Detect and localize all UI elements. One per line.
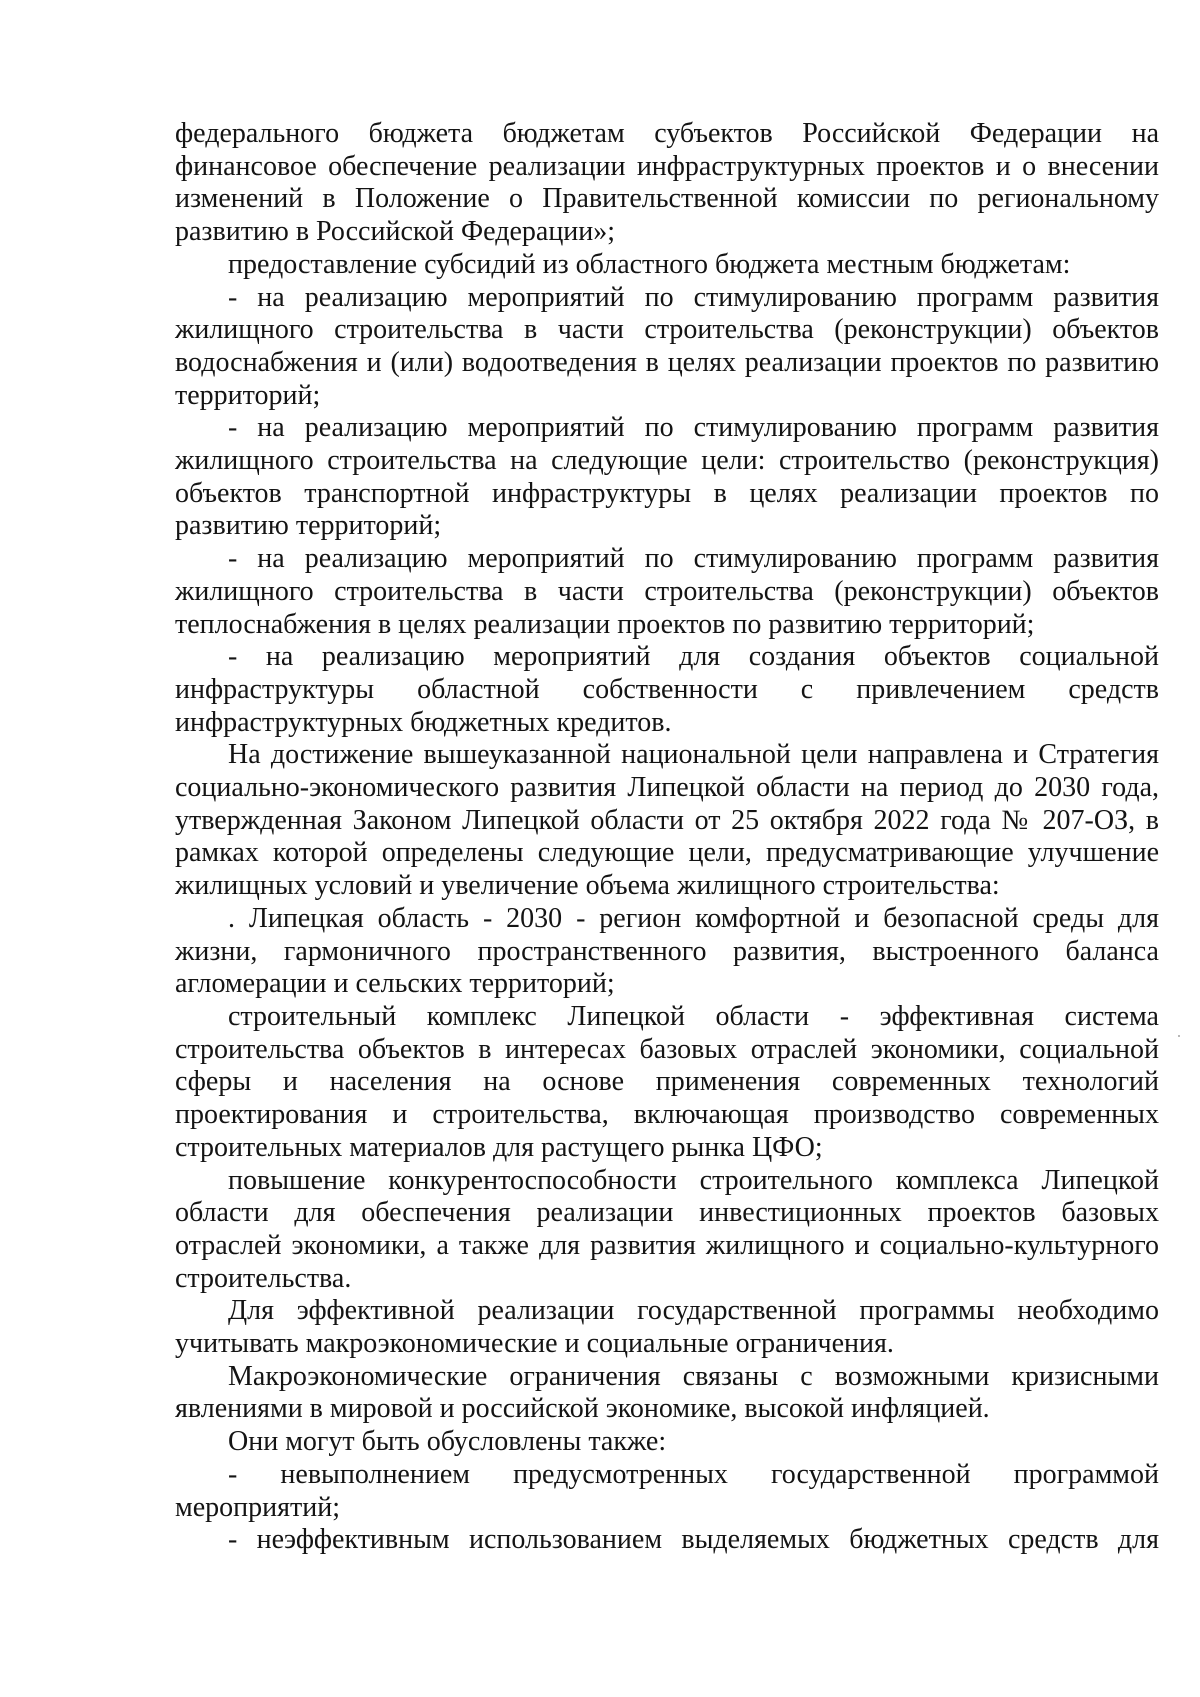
paragraph-13: Они могут быть обусловлены также: — [228, 1426, 667, 1458]
document-body — [175, 118, 1159, 1557]
paragraph-3: - на реализацию мероприятий по стимулированию программ развития жилищного строительства в части строительства (реконструкции) объектов водоснабжения и (или) водоотведения в целях реализации проектов по развитию территорий; — [175, 281, 1159, 411]
paragraph-1: федерального бюджета бюджетам субъектов Российской Федерации на финансовое обеспечение реализации инфраструктурных проектов и о внесении изменений в Положение о Правительственной комиссии по региональному развитию в Российской Федерации»; — [175, 118, 1159, 248]
paragraph-10: повышение конкурентоспособности строительного комплекса Липецкой области для обеспечения реализации инвестиционных проектов базовых отраслей экономики, а также для развития жилищного и социально-культурного строительства. — [175, 1164, 1159, 1294]
paragraph-7: На достижение вышеуказанной национальной цели направлена и Стратегия социально-экономического развития Липецкой области на период до 2030 года, утвержденная Законом Липецкой области от 25 октября 2022 года № 207-ОЗ, в рамках которой определены следующие цели, предусматривающие улучшение жилищных условий и увеличение объема жилищного строительства: — [175, 739, 1159, 902]
paragraph-8: . Липецкая область - 2030 - регион комфортной и безопасной среды для жизни, гармоничного пространственного развития, выстроенного баланса агломерации и сельских территорий; — [175, 902, 1159, 1000]
paragraph-5: - на реализацию мероприятий по стимулированию программ развития жилищного строительства в части строительства (реконструкции) объектов теплоснабжения в целях реализации проектов по развитию территорий; — [175, 543, 1159, 640]
paragraph-6: - на реализацию мероприятий для создания объектов социальной инфраструктуры областной собственности с привлечением средств инфраструктурных бюджетных кредитов. — [175, 641, 1159, 738]
paragraph-14: - невыполнением предусмотренных государственной программой мероприятий; — [175, 1458, 1159, 1523]
paragraph-12: Макроэкономические ограничения связаны с возможными кризисными явлениями в мировой и российской экономике, высокой инфляцией. — [175, 1360, 1159, 1425]
scan-artifact-dot — [1178, 1035, 1180, 1037]
paragraph-9: строительный комплекс Липецкой области - эффективная система строительства объектов в интересах базовых отраслей экономики, социальной сферы и населения на основе применения современных технологий проектирования и строительства, включающая производство современных строительных материалов для растущего рынка ЦФО; — [175, 1000, 1159, 1163]
paragraph-2: предоставление субсидий из областного бюджета местным бюджетам: — [228, 248, 1071, 280]
paragraph-11: Для эффективной реализации государственной программы необходимо учитывать макроэкономические и социальные ограничения. — [175, 1295, 1159, 1360]
paragraph-4: - на реализацию мероприятий по стимулированию программ развития жилищного строительства на следующие цели: строительство (реконструкция) объектов транспортной инфраструктуры в целях реализации проектов по развитию территорий; — [175, 412, 1159, 542]
paragraph-15: - неэффективным использованием выделяемых бюджетных средств для — [228, 1524, 1159, 1556]
